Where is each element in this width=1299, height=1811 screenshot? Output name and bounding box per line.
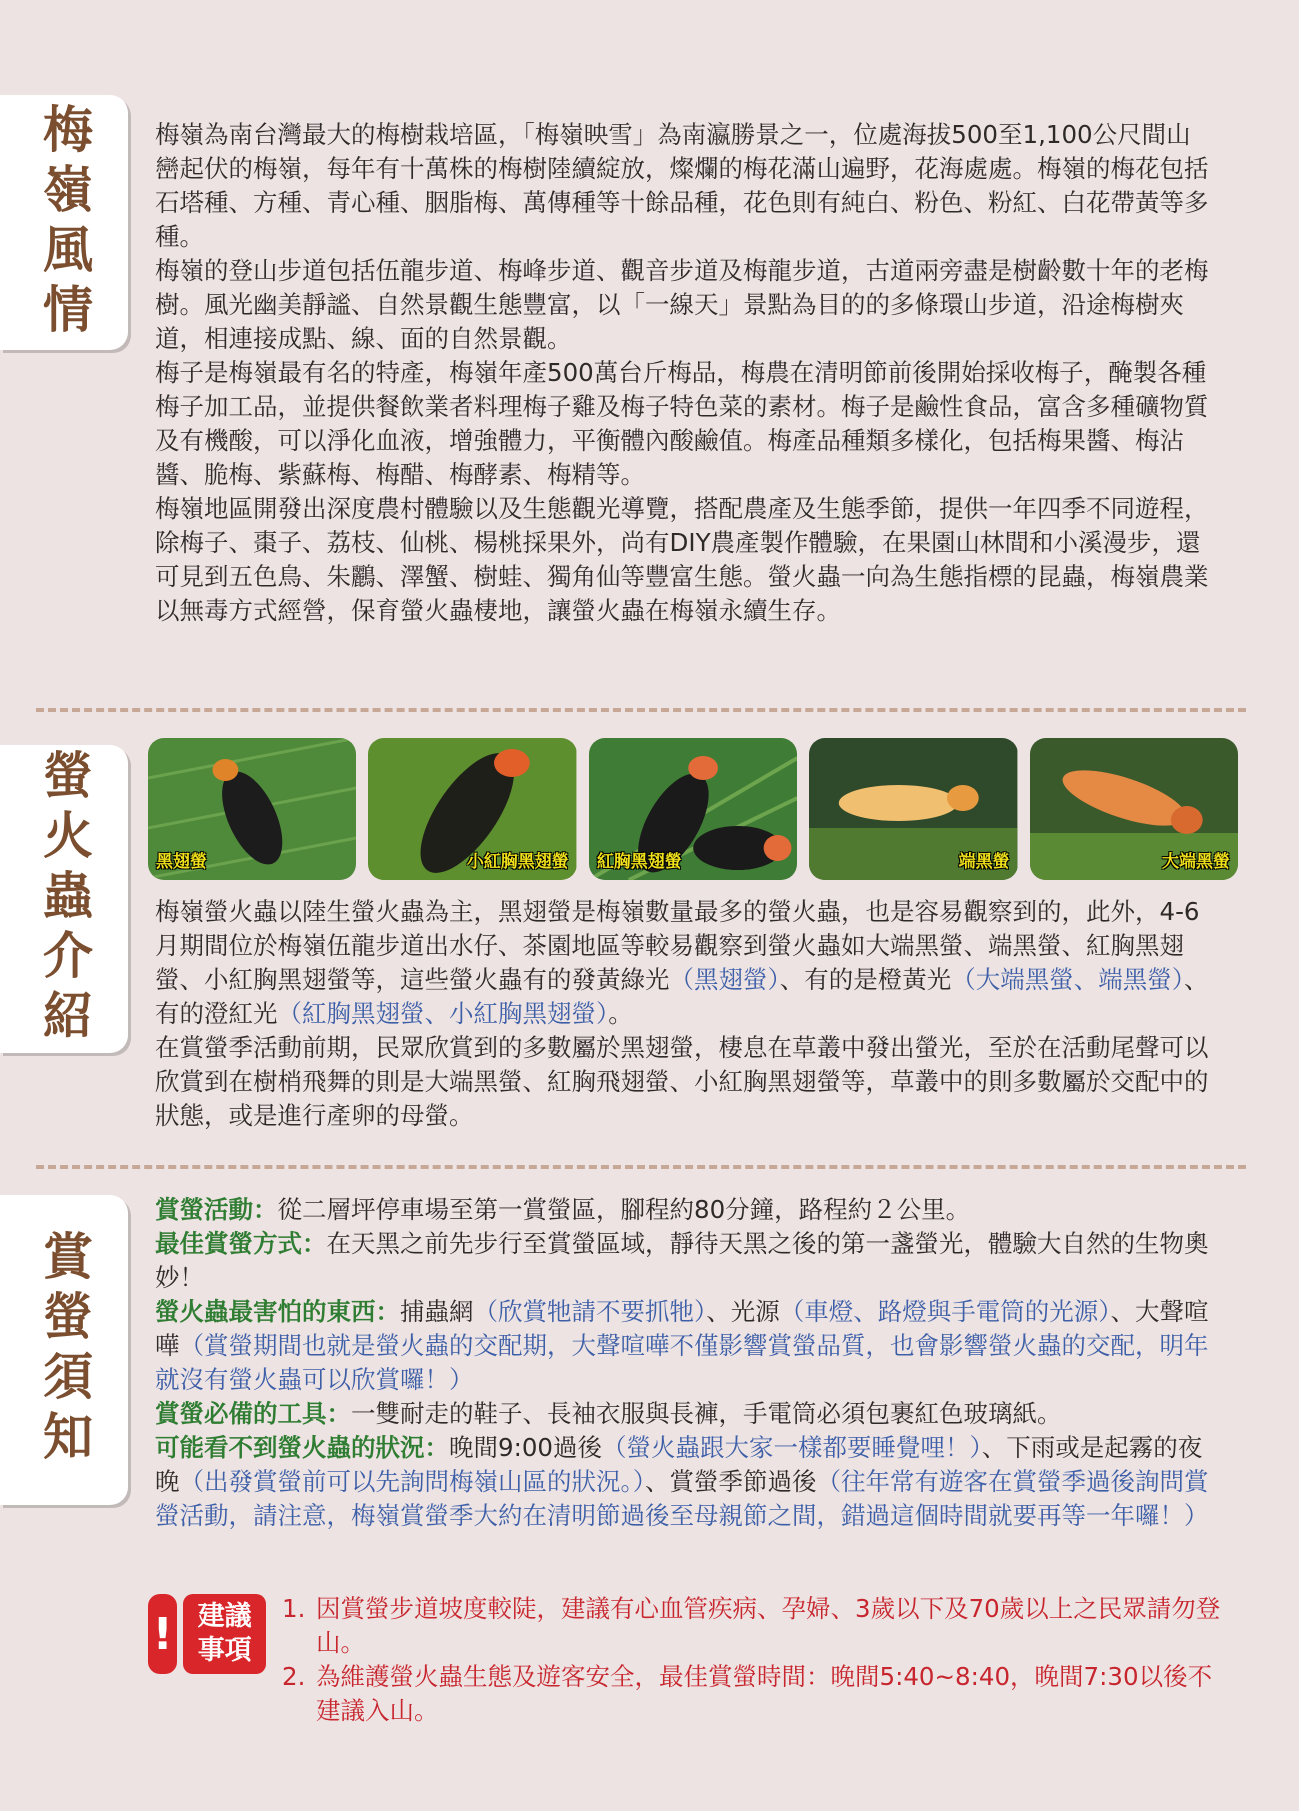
section-divider <box>36 708 1246 712</box>
firefly-label: 黑翅螢 <box>156 852 207 872</box>
advice-list <box>282 1592 1222 1728</box>
tip-text: 一雙耐走的鞋子、長袖衣服與長褲，手電筒必須包裹紅色玻璃紙。 <box>351 1399 1062 1428</box>
tip-note: （賞螢期間也就是螢火蟲的交配期，大聲喧嘩不僅影響賞螢品質，也會影響螢火蟲的交配，明年就沒有螢火蟲可以欣賞囉！） <box>155 1331 1209 1394</box>
firefly-head <box>763 835 791 861</box>
advice-text: 為維護螢火蟲生態及遊客安全，最佳賞螢時間：晚間5:40~8:40，晚間7:30以後不建議入山。 <box>316 1662 1213 1725</box>
meiling-paragraph: 梅嶺地區開發出深度農村體驗以及生態觀光導覽，搭配農產及生態季節，提供一年四季不同遊程，除梅子、棗子、荔枝、仙桃、楊桃採果外，尚有DIY農產製作體驗，在果園山林間和小溪漫步，還可見到五色鳥、朱鸝、澤蟹、樹蛙、獨角仙等豐富生態。螢火蟲一向為生態指標的昆蟲，梅嶺農業以無毒方式經營，保育螢火蟲棲地，讓螢火蟲在梅嶺永續生存。 <box>155 494 1209 625</box>
tip-note: （車燈、路燈與手電筒的光源） <box>779 1297 1111 1326</box>
advice-label: 建議事項 <box>183 1594 266 1674</box>
firefly-photo <box>1030 738 1238 880</box>
meiling-paragraph: 梅子是梅嶺最有名的特產，梅嶺年產500萬台斤梅品，梅農在清明節前後開始採收梅子，醃製各種梅子加工品，並提供餐飲業者料理梅子雞及梅子特色菜的素材。梅子是鹼性食品，富含多種礦物質及有機酸，可以淨化血液，增強體力，平衡體內酸鹼值。梅產品種類多樣化，包括梅果醬、梅沾醬、脆梅、紫蘇梅、梅醋、梅酵素、梅精等。 <box>155 358 1209 489</box>
section-divider <box>36 1165 1246 1169</box>
tip-label: 螢火蟲最害怕的東西： <box>155 1297 400 1326</box>
meiling-paragraph: 梅嶺的登山步道包括伍龍步道、梅峰步道、觀音步道及梅龍步道，古道兩旁盡是樹齡數十年的老梅樹。風光幽美靜謐、自然景觀生態豐富，以「一線天」景點為目的的多條環山步道，沿途梅樹夾道，相連接成點、線、面的自然景觀。 <box>155 256 1209 353</box>
firefly-photo <box>809 738 1017 880</box>
tip-text: 晚間9:00過後 <box>449 1433 603 1462</box>
firefly-note: （紅胸黑翅螢、小紅胸黑翅螢） <box>277 999 609 1028</box>
section-tab-viewing <box>0 1195 128 1505</box>
viewing-tips <box>155 1193 1225 1533</box>
firefly-photo <box>368 738 576 880</box>
firefly-note: （大端黑螢、端黑螢） <box>951 965 1184 994</box>
tip-label: 最佳賞螢方式： <box>155 1229 327 1258</box>
firefly-photo <box>589 738 797 880</box>
advice-badge <box>148 1592 266 1676</box>
tip-label: 賞螢必備的工具： <box>155 1399 351 1428</box>
firefly-label: 紅胸黑翅螢 <box>596 852 682 872</box>
firefly-paragraph <box>155 895 1215 1031</box>
firefly-note: （黑翅螢） <box>669 965 780 994</box>
firefly-text: 梅嶺螢火蟲以陸生螢火蟲為主，黑翅螢是梅嶺數量最多的螢火蟲，也是容易觀察到的，此外，4-6月期間位於梅嶺伍龍步道出水仔、茶園地區等較易觀察到螢火蟲如大端黑螢、端黑螢、紅胸黑翅螢、小紅胸黑翅螢等，這些螢火蟲有的發黃綠光 <box>155 897 1200 994</box>
firefly-intro <box>155 895 1215 1133</box>
tip-note: （欣賞牠請不要抓牠） <box>473 1297 707 1326</box>
tip-best-way <box>155 1227 1225 1295</box>
section-title-meiling: 梅嶺風情 <box>35 102 94 343</box>
meiling-paragraph: 梅嶺為南台灣最大的梅樹栽培區，「梅嶺映雪」為南瀛勝景之一，位處海拔500至1,100公尺間山巒起伏的梅嶺，每年有十萬株的梅樹陸續綻放，燦爛的梅花滿山遍野，花海處處。梅嶺的梅花包括石塔種、方種、青心種、胭脂梅、萬傳種等十餘品種，花色則有純白、粉色、粉紅、白花帶黃等多種。 <box>155 120 1209 251</box>
tip-text: 捕蟲網 <box>400 1297 474 1326</box>
tip-tools <box>155 1397 1225 1431</box>
tip-text: 在天黑之前先步行至賞螢區域，靜待天黑之後的第一盞螢光，體驗大自然的生物奧妙！ <box>155 1229 1209 1292</box>
firefly-label: 小紅胸黑翅螢 <box>466 852 569 872</box>
firefly-photo <box>148 738 356 880</box>
firefly-text: 。 <box>608 999 633 1028</box>
firefly-text: 、有的澄紅光 <box>155 965 1209 1028</box>
tip-not-visible <box>155 1431 1225 1533</box>
tip-label: 賞螢活動： <box>155 1195 278 1224</box>
firefly-paragraph: 在賞螢季活動前期，民眾欣賞到的多數屬於黑翅螢，棲息在草叢中發出螢光，至於在活動尾聲可以欣賞到在樹梢飛舞的則是大端黑螢、紅胸飛翅螢、小紅胸黑翅螢等，草叢中的則多數屬於交配中的狀態，或是進行產卵的母螢。 <box>155 1033 1209 1130</box>
section-title-firefly: 螢火蟲介紹 <box>35 749 94 1049</box>
advice-text: 因賞螢步道坡度較陡，建議有心血管疾病、孕婦、3歲以下及70歲以上之民眾請勿登山。 <box>316 1594 1221 1657</box>
firefly-head <box>213 759 239 781</box>
tip-note: （出發賞螢前可以先詢問梅嶺山區的狀況。） <box>179 1467 645 1496</box>
advice-item <box>282 1660 1222 1728</box>
section-tab-firefly <box>0 745 128 1053</box>
tip-activity <box>155 1193 1225 1227</box>
firefly-photo-strip <box>148 738 1238 880</box>
firefly-label: 端黑螢 <box>958 852 1010 872</box>
firefly-head <box>1171 806 1203 834</box>
firefly-head <box>494 749 530 777</box>
advice-number: 1. <box>282 1594 306 1623</box>
tip-label: 可能看不到螢火蟲的狀況： <box>155 1433 449 1462</box>
meiling-intro <box>155 118 1215 628</box>
tip-text: 、光源 <box>706 1297 780 1326</box>
tip-fears <box>155 1295 1225 1397</box>
exclamation-icon: ! <box>148 1594 177 1674</box>
firefly-body <box>839 785 958 821</box>
tip-text: 、大聲喧嘩 <box>155 1297 1209 1360</box>
section-title-viewing: 賞螢須知 <box>35 1230 94 1470</box>
tip-text: 、下雨或是起霧的夜晚 <box>155 1433 1203 1496</box>
tip-text: 、賞螢季節過後 <box>645 1467 817 1496</box>
firefly-head <box>947 785 979 811</box>
advice-item <box>282 1592 1222 1660</box>
section-tab-meiling <box>0 95 128 350</box>
firefly-head <box>688 756 718 780</box>
advice-number: 2. <box>282 1662 306 1691</box>
firefly-label: 大端黑螢 <box>1162 852 1231 872</box>
tip-note: （往年常有遊客在賞螢季過後詢問賞螢活動，請注意，梅嶺賞螢季大約在清明節過後至母親節之間，錯過這個時間就要再等一年囉！） <box>155 1467 1209 1530</box>
tip-text: 從二層坪停車場至第一賞螢區，腳程約80分鐘，路程約２公里。 <box>277 1195 971 1224</box>
firefly-text: 、有的是橙黃光 <box>779 965 952 994</box>
tip-note: （螢火蟲跟大家一樣都要睡覺哩！） <box>602 1433 982 1462</box>
